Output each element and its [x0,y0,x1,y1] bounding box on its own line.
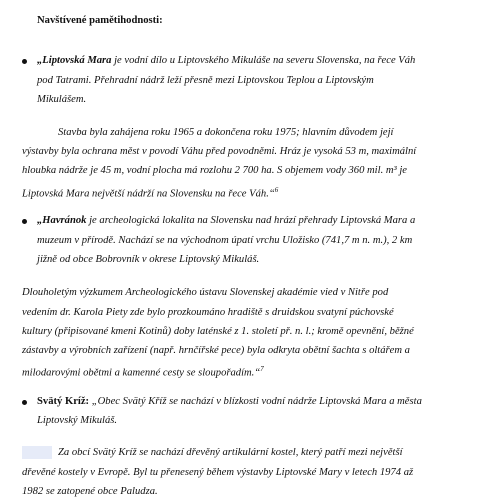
para2-line-4: zástavby a výrobních zařízení (např. hrnčířské pece) byla odkryta obětní šachta s oltářem a [22,345,410,356]
item-text: „Obec Svätý Kříž se nachází v blízkosti vodní nádrže Liptovská Mara a města [89,396,422,407]
para1-line-4 [22,184,278,201]
item-text: je archeologická lokalita na Slovensku nad hrází přehrady Liptovská Mara a [86,215,416,226]
section-heading: Navštívené pamětihodnosti: [37,15,163,26]
para1-line-2: výstavby byla ochrana měst v povodí Váhu před povodněmi. Hráz je vysoká 53 m, maximální [22,146,417,157]
item-liptovska-mara-line-2: pod Tatrami. Přehradní nádrž leží přesně mezi Liptovskou Teplou a Liptovským [37,75,374,86]
para2-line-5 [22,363,264,380]
text-highlight [22,446,52,459]
bullet-icon [22,400,27,405]
para2-line-3: kultury (připisované kmeni Kotinů) doby laténské z 1. století př. n. l.; kromě opevnění, běžné [22,326,414,337]
footnote-ref[interactable]: 6 [274,186,279,194]
para3-line-2: dřevěné kostely v Evropě. Byl tu přenesený během výstavby Liptovské Mary v letech 1974 až [22,467,414,478]
para2-line-2: vedením dr. Karola Piety zde bylo prozkoumáno hradiště s druidskou svatyní púchovské [22,307,394,318]
para3-line-1: Za obcí Svätý Kríž se nachází dřevěný artikulární kostel, který patří mezi největší [58,447,403,458]
bullet-icon [22,59,27,64]
item-liptovska-mara-line-3: Mikulášem. [37,94,87,105]
item-text: je vodní dílo u Liptovského Mikuláše na severu Slovenska, na řece Váh [111,55,416,66]
para1-line-1: Stavba byla zahájena roku 1965 a dokončena roku 1975; hlavním důvodem její [58,127,394,138]
item-svaty-kriz-lead: Svätý Kríž: [37,396,90,407]
footnote-ref[interactable]: 7 [260,365,264,373]
para1-line-3: hloubka nádrže je 45 m, vodní plocha má rozlohu 2 700 ha. S objemem vody 360 mil. m³ je [22,165,407,176]
para2-line-1: Dlouholetým výzkumem Archeologického ústavu Slovenskej akadémie vied v Nitře pod [22,287,389,298]
para2-text: milodarovými obětmi a kamenné cesty se sloupořadím.“ [22,367,261,379]
item-svaty-kriz-line-1 [37,395,422,408]
para1-text: Liptovská Mara největší nádrží na Slovensku na řece Váh.“ [22,188,275,200]
item-liptovska-mara-line-1 [37,54,472,67]
item-svaty-kriz-line-2: Liptovský Mikuláš. [37,415,118,426]
para3-line-3: 1982 se zatopené obce Paludza. [22,486,158,497]
item-liptovska-mara-lead: „Liptovská Mara [37,55,112,66]
item-havranok-line-1 [37,214,415,227]
item-havranok-line-3: jižně od obce Bobrovník v okrese Liptovský Mikuláš. [37,254,260,265]
item-havranok-line-2: muzeum v přírodě. Nachází se na východnom úpatí vrchu Uložisko (741,7 m n. m.), 2 km [37,235,413,246]
item-havranok-lead: „Havránok [37,215,87,226]
bullet-icon [22,219,27,224]
